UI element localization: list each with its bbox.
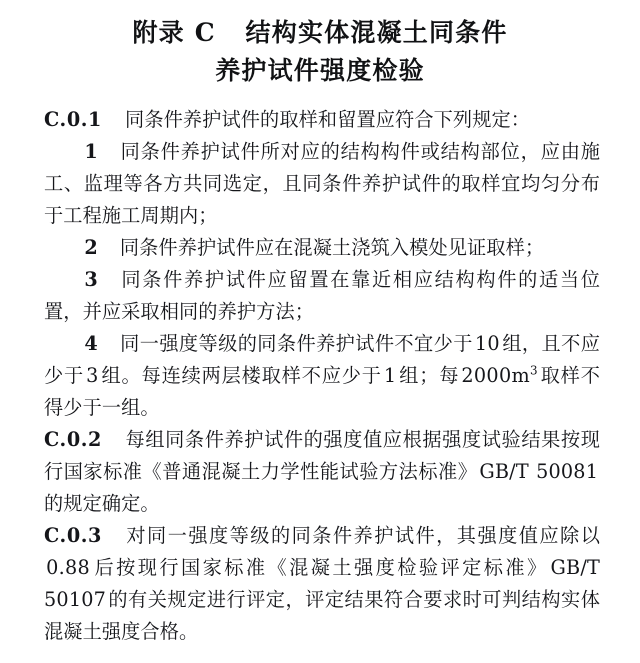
clause-label-c-0-1: C.0.1 [44, 108, 102, 131]
clause-label-c-0-2: C.0.2 [44, 428, 102, 451]
clause-c-0-2 [44, 424, 600, 520]
clause-item-c-0-1-3 [44, 264, 600, 328]
item-4-min-groups-required: 3 [86, 364, 99, 387]
strength-divisor-0-88: 0.88 [46, 556, 91, 579]
item-number-1: 1 [84, 140, 98, 163]
clause-c-0-3 [44, 520, 600, 648]
item-text-4d: 组；每 [398, 364, 460, 387]
item-text-1: 同条件养护试件所对应的结构构件或结构部位，应由施工、监理等各方共同选定，且同条件养护试件的取样宜均匀分布于工程施工周期内； [44, 140, 600, 227]
clause-item-c-0-1-2 [44, 232, 600, 264]
clause-label-c-0-3: C.0.3 [44, 524, 102, 547]
item-text-4c: 组。每连续两层楼取样不应少于 [100, 364, 382, 387]
appendix-title-line-2: 养护试件强度检验 [215, 56, 425, 85]
item-4-volume-exponent: 3 [529, 363, 538, 378]
item-number-2: 2 [84, 236, 98, 259]
clause-text-c-0-2a: 每组同条件养护试件的强度值应根据强度试验结果按现行国家标准《普通混凝土力学性能试验方法标准》 [44, 428, 600, 483]
clause-item-c-0-1-1 [44, 136, 600, 232]
clause-text-c-0-3a: 对同一强度等级的同条件养护试件，其强度值应除以 [125, 524, 600, 547]
clause-text-c-0-1: 同条件养护试件的取样和留置应符合下列规定： [125, 108, 531, 131]
item-text-2: 同条件养护试件应在混凝土浇筑入模处见证取样； [119, 236, 545, 259]
appendix-title-line-1: 附录 C 结构实体混凝土同条件 [132, 18, 508, 47]
item-text-4e: 取样不得少于一组。 [44, 364, 600, 419]
clause-text-c-0-3c: 的有关规定进行评定，评定结果符合要求时可判结构实体混凝土强度合格。 [44, 588, 600, 643]
item-number-4: 4 [84, 332, 98, 355]
item-text-4b: 组，且不应少于 [44, 332, 600, 387]
clause-c-0-1 [44, 104, 600, 136]
document-body [0, 90, 640, 648]
item-4-min-groups-per-two-floors: 1 [383, 364, 397, 387]
clause-item-c-0-1-4 [44, 328, 600, 424]
item-4-volume-threshold [459, 364, 540, 387]
item-4-min-groups-preferred: 10 [474, 332, 500, 355]
item-4-volume-value: 2000m [461, 364, 530, 387]
item-text-3: 同条件养护试件应留置在靠近相应结构构件的适当位置，并应采取相同的养护方法； [44, 268, 600, 323]
appendix-title [0, 0, 640, 90]
item-number-3: 3 [84, 268, 98, 291]
clause-text-c-0-2b: 的规定确定。 [44, 492, 160, 515]
standard-code-gbt-50107: GB/T 50107 [44, 556, 600, 611]
item-text-4a: 同一强度等级的同条件养护试件不宜少于 [119, 332, 473, 355]
standard-code-gbt-50081: GB/T 50081 [479, 460, 599, 483]
clause-text-c-0-3b: 后按现行国家标准《混凝土强度检验评定标准》 [92, 556, 549, 579]
